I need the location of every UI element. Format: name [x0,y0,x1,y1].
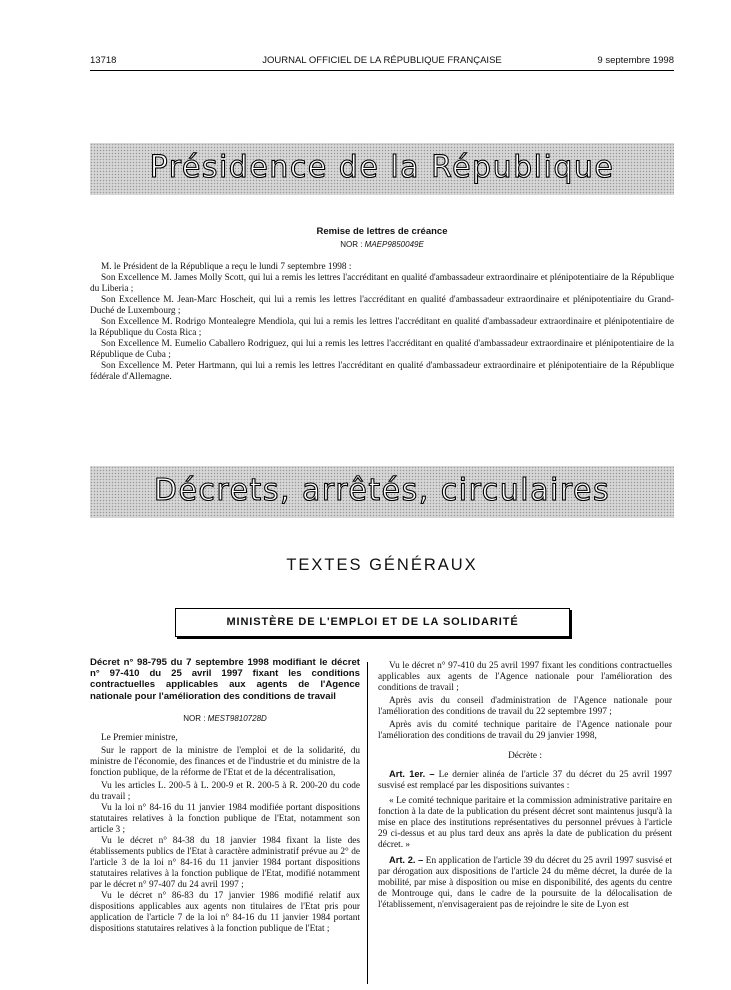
decree-paragraph: Vu la loi n° 84-16 du 11 janvier 1984 modifiée portant dispositions statutaires relatives à la fonction publique de l'Etat, notamment son article 3 ; [90,803,360,835]
nor-code: MAEP9850049E [364,240,424,249]
decree-paragraph: Sur le rapport de la ministre de l'emploi et de la solidarité, du ministre de l'économie, des finances et de l'industrie et du ministre de la fonction publique, de la réforme de l'Etat et de la décentralisation, [90,746,360,778]
credentials-paragraph: Son Excellence M. Jean-Marc Hoscheit, qui lui a remis les lettres l'accréditant en qualité d'ambassadeur extraordinaire et plénipotentiaire du Grand-Duché de Luxembourg ; [90,295,674,316]
decrete-heading: Décrète : [508,751,542,761]
decree-left-column [90,733,360,935]
banner-title: Présidence de la République [149,150,615,185]
section-banner-decrets [90,466,674,518]
credentials-paragraph: M. le Président de la République a reçu le lundi 7 septembre 1998 : [101,262,352,272]
article-1 [378,769,672,792]
credentials-paragraph: Son Excellence M. Rodrigo Montealegre Mendiola, qui lui a remis les lettres l'accréditant en qualité d'ambassadeur extraordinaire et plénipotentiaire de la République du Costa Rica ; [90,317,674,338]
column-divider [367,662,368,984]
journal-title: JOURNAL OFFICIEL DE LA RÉPUBLIQUE FRANÇAISE [262,55,502,66]
article-1-label: Art. 1er. – [389,769,435,779]
decree-paragraph: Après avis du conseil d'administration de l'Agence nationale pour l'amélioration des conditions de travail du 22 septembre 1997 ; [378,696,672,717]
decree-paragraph: Vu le décret n° 84-38 du 18 janvier 1984 fixant la liste des établissements publics de l'Etat à caractère administratif prévue au 2° de l'article 3 de la loi n° 84-16 du 11 janvier 1984 portant dispositions statutaires relatives à la fonction publique de l'Etat, modifié notamment par le décret n° 97-407 du 24 avril 1997 ; [90,836,360,890]
nor-label: NOR : [183,714,206,723]
section-title: Remise de lettres de créance [316,226,448,237]
decree-paragraph: Vu le décret n° 97-410 du 25 avril 1997 fixant les conditions contractuelles applicables aux agents de l'Agence nationale pour l'amélioration des conditions de travail ; [378,661,672,693]
decree-title: Décret n° 98-795 du 7 septembre 1998 modifiant le décret n° 97-410 du 25 avril 1997 fixant les conditions contractuelles applicables aux agents de l'Agence nationale pour l'amélioration des conditions de travail [90,657,360,702]
nor-reference [90,240,674,249]
banner-title: Décrets, arrêtés, circulaires [153,473,611,508]
decree-right-column [378,661,672,911]
ministry-label: MINISTÈRE DE L'EMPLOI ET DE LA SOLIDARITÉ [226,616,519,628]
credentials-body [90,262,674,383]
publication-date: 9 septembre 1998 [597,55,674,66]
credentials-paragraph: Son Excellence M. Peter Hartmann, qui lui a remis les lettres l'accréditant en qualité d'ambassadeur extraordinaire et plénipotentiaire de la République fédérale d'Allemagne. [90,361,674,382]
article-2-label: Art. 2. – [389,855,424,865]
textes-generaux-heading: TEXTES GÉNÉRAUX [286,556,478,574]
decree-paragraph: Vu le décret n° 86-83 du 17 janvier 1986 modifié relatif aux dispositions applicables aux agents non titulaires de l'Etat pris pour application de l'article 7 de la loi n° 84-16 du 11 janvier 1984 portant dispositions statutaires relatives à la fonction publique de l'Etat ; [90,891,360,934]
credentials-paragraph: Son Excellence M. Eumelio Caballero Rodriguez, qui lui a remis les lettres l'accréditant en qualité d'ambassadeur extraordinaire et plénipotentiaire de la République de Cuba ; [90,339,674,360]
article-2-text: En application de l'article 39 du décret du 25 avril 1997 susvisé et par dérogation aux dispositions de l'article 24 du même décret, la durée de la mobilité, par mise à disposition ou mise en disponibilité, des agents du centre de Montrouge qui, dans le cadre de la poursuite de la délocalisation de l'établissement, n'envisageraient pas de rejoindre le site de Lyon est [378,856,672,910]
section-banner-presidence [90,143,674,195]
decree-paragraph: Après avis du comité technique paritaire de l'Agence nationale pour l'amélioration des conditions de travail du 29 janvier 1998, [378,720,672,741]
page-number: 13718 [90,55,117,66]
header-rule [90,70,674,71]
decree-paragraph: Vu les articles L. 200-5 à L. 200-9 et R. 200-5 à R. 200-20 du code du travail ; [90,781,360,802]
article-1-quote: « Le comité technique paritaire et la commission administrative paritaire en fonction à la date de la publication du présent décret sont maintenus jusqu'à la mise en place des institutions représentatives du personnel prévues à l'article 29 ci-dessus et au plus tard deux ans après la date de publication du présent décret. » [378,796,672,850]
credentials-paragraph: Son Excellence M. James Molly Scott, qui lui a remis les lettres l'accréditant en qualité d'ambassadeur extraordinaire et plénipotentiaire de la République du Liberia ; [90,273,674,294]
ministry-box [175,608,570,637]
nor-label: NOR : [340,240,363,249]
article-2 [378,855,672,911]
nor-code: MEST9810728D [207,714,267,723]
decree-paragraph: Le Premier ministre, [101,733,178,743]
decree-nor-reference [90,714,360,723]
article-1-text: Le dernier alinéa de l'article 37 du décret du 25 avril 1997 susvisé est remplacé par les dispositions suivantes : [378,770,672,791]
